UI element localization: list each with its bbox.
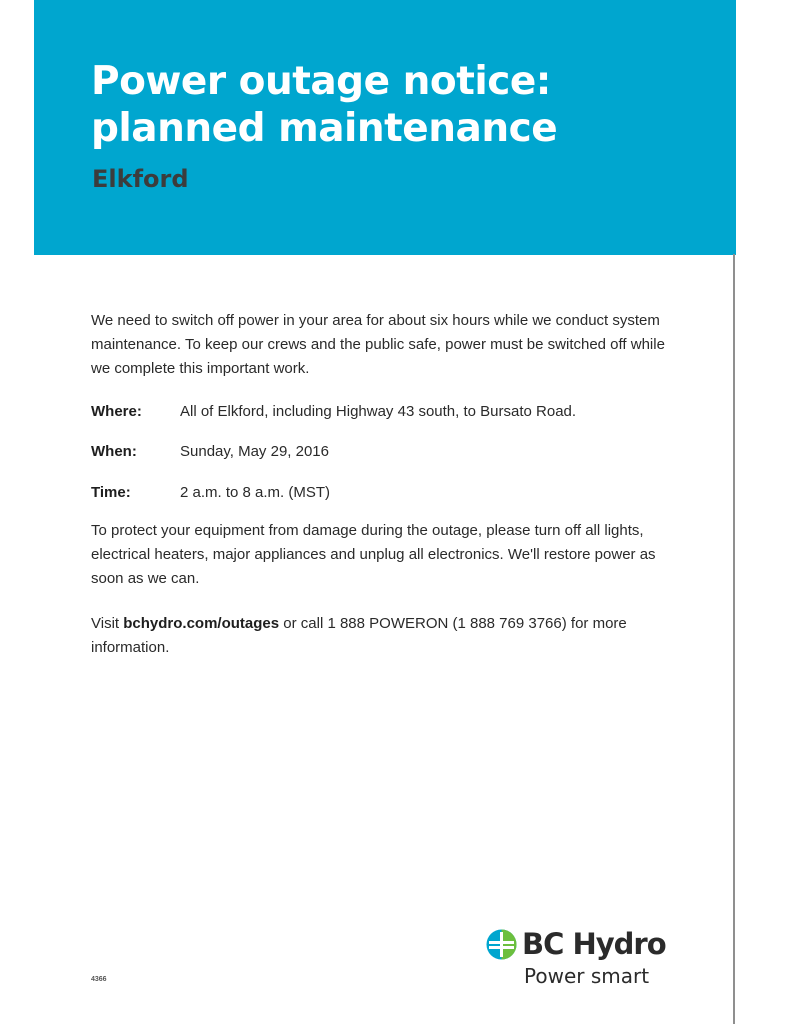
visit-paragraph xyxy=(91,612,681,660)
location-subtitle: Elkford xyxy=(92,165,189,193)
when-label: When: xyxy=(91,443,137,460)
title-line-1: Power outage notice: xyxy=(91,59,551,104)
bc-hydro-logo xyxy=(486,925,686,995)
time-value: 2 a.m. to 8 a.m. (MST) xyxy=(180,484,331,501)
intro-paragraph: We need to switch off power in your area for about six hours while we conduct system maintenance. To keep our crews and the public safe, power must be switched off while we complete this important work. xyxy=(91,312,665,377)
document-code: 4366 xyxy=(91,976,107,983)
bc-hydro-icon xyxy=(486,929,517,960)
logo-tagline: Power smart xyxy=(524,964,650,988)
time-label: Time: xyxy=(91,484,131,501)
outages-link[interactable]: bchydro.com/outages xyxy=(123,615,280,632)
where-value: All of Elkford, including Highway 43 south, to Bursato Road. xyxy=(180,403,577,420)
page-edge-divider xyxy=(733,254,735,1024)
protect-paragraph: To protect your equipment from damage during the outage, please turn off all lights, electrical heaters, major appliances and unplug all electronics. We'll restore power as soon as we can. xyxy=(91,522,656,587)
when-value: Sunday, May 29, 2016 xyxy=(180,443,329,460)
page-title xyxy=(91,58,557,152)
visit-suffix: or call 1 888 POWERON (1 888 769 3766) for more information. xyxy=(91,615,627,656)
visit-prefix: Visit xyxy=(91,615,124,632)
where-label: Where: xyxy=(91,403,142,420)
logo-name: BC Hydro xyxy=(522,927,666,961)
title-line-2: planned maintenance xyxy=(91,106,558,151)
